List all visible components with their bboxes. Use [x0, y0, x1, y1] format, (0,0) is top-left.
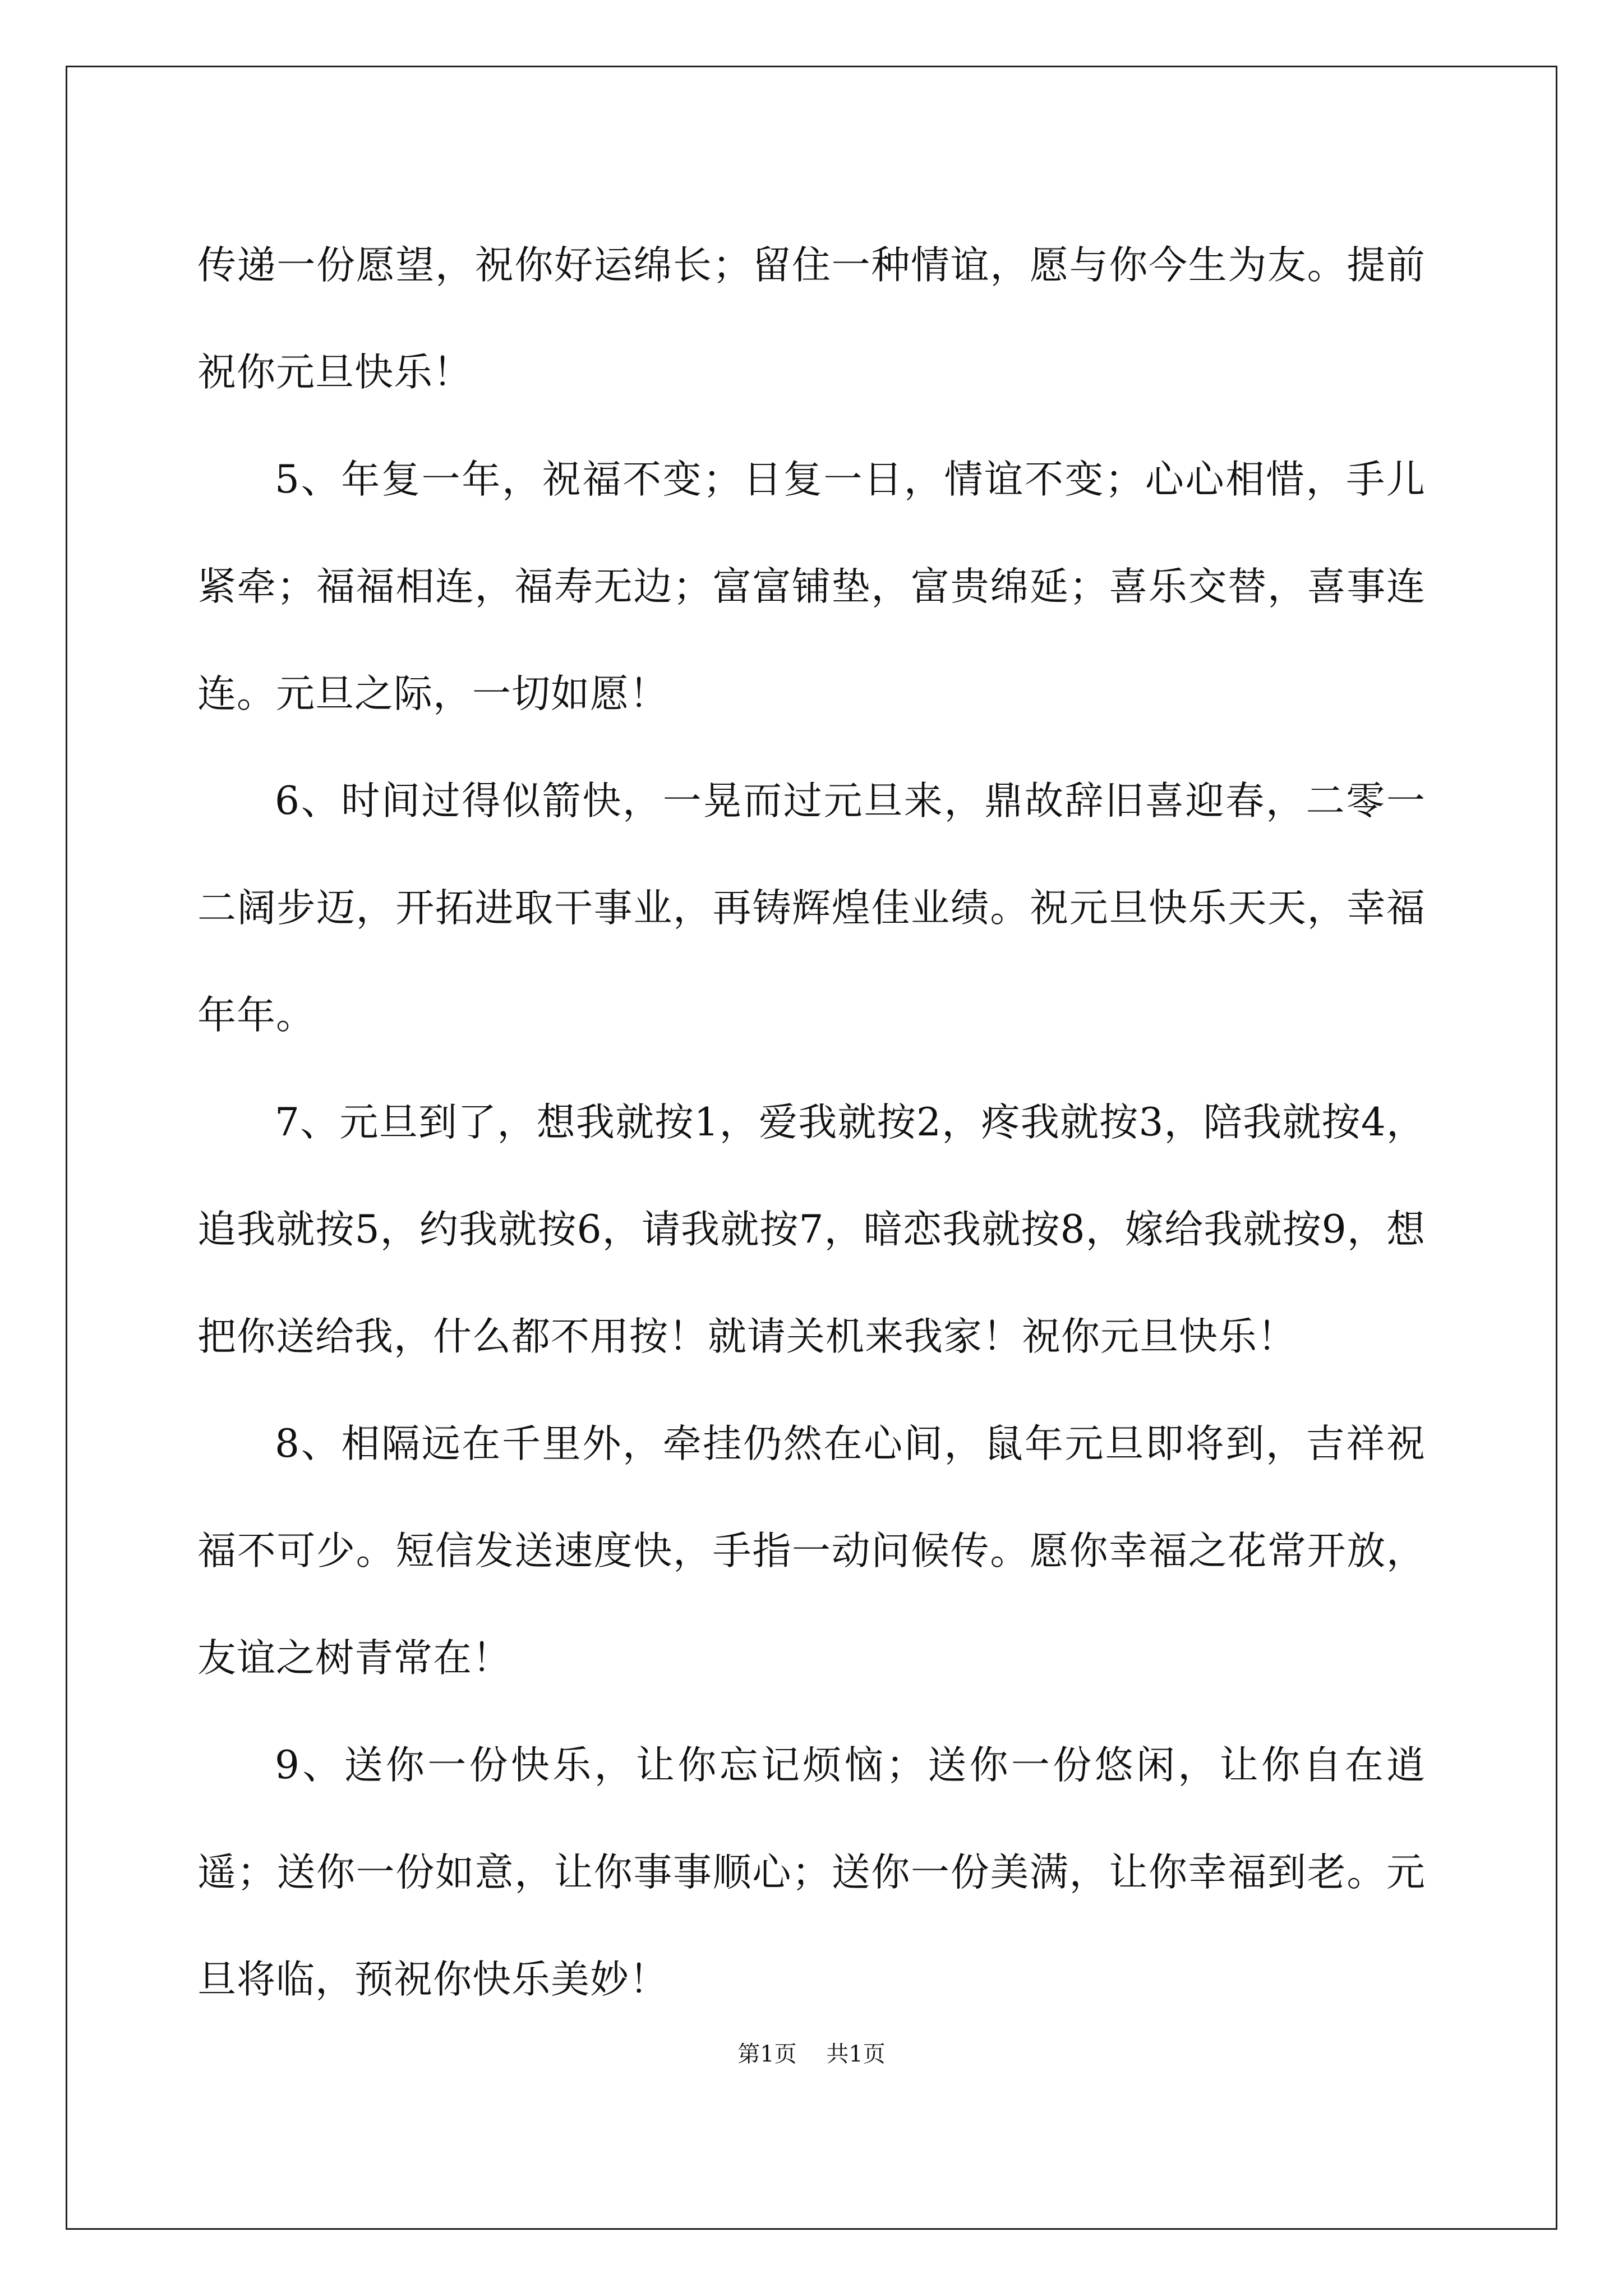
document-body [197, 212, 1426, 2033]
paragraph-continuation: 传递一份愿望，祝你好运绵长；留住一种情谊，愿与你今生为友。提前祝你元旦快乐！ [197, 243, 1426, 395]
paragraph-item-5: 5、年复一年，祝福不变；日复一日，情谊不变；心心相惜，手儿紧牵；福福相连，福寿无边；富富铺垫，富贵绵延；喜乐交替，喜事连连。元旦之际，一切如愿！ [197, 457, 1426, 716]
paragraph-item-7: 7、元旦到了，想我就按1，爱我就按2，疼我就按3，陪我就按4，追我就按5，约我就按6，请我就按7，暗恋我就按8，嫁给我就按9，想把你送给我，什么都不用按！就请关机来我家！祝你元旦快乐！ [197, 1100, 1426, 1359]
paragraph-item-8: 8、相隔远在千里外，牵挂仍然在心间，鼠年元旦即将到，吉祥祝福不可少。短信发送速度快，手指一动问候传。愿你幸福之花常开放，友谊之树青常在！ [197, 1421, 1426, 1681]
paragraph-item-9: 9、送你一份快乐，让你忘记烦恼；送你一份悠闲，让你自在逍遥；送你一份如意，让你事事顺心；送你一份美满，让你幸福到老。元旦将临，预祝你快乐美妙！ [197, 1743, 1426, 2002]
page-number: 第1页 [737, 2041, 797, 2067]
page-total: 共1页 [826, 2041, 886, 2067]
page-footer [0, 2040, 1623, 2068]
paragraph-item-6: 6、时间过得似箭快，一晃而过元旦来，鼎故辞旧喜迎春，二零一二阔步迈，开拓进取干事业，再铸辉煌佳业绩。祝元旦快乐天天，幸福年年。 [197, 779, 1426, 1038]
